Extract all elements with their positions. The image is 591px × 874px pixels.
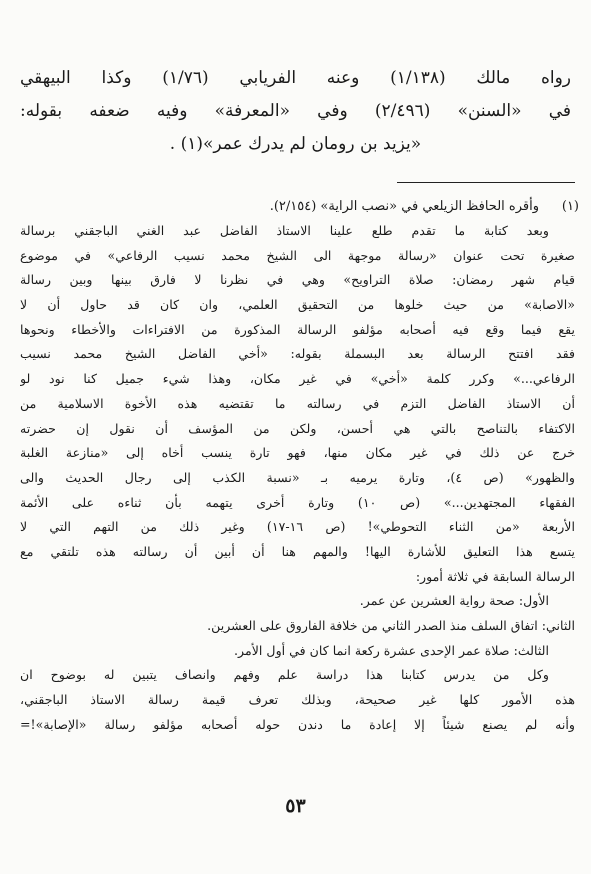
footnote-line: الأربعة «من الثناء التحوطي»! (ص ١٦-١٧) وغير ذلك من التهم التي لا <box>20 519 575 535</box>
main-line: رواه مالك (١/١٣٨) وعنه الفريابي (١/٧٦) وكذا البيهقي <box>20 68 571 88</box>
footnote-line: الفقهاء المجتهدين...» (ص ١٠) وتارة أخرى يتهمه بأن ثناءه على الأئمة <box>20 494 575 510</box>
footnote-line: صغيرة تحت عنوان «رسالة موجهة الى الشيخ محمد نسيب الرفاعي» في موضوع <box>20 247 575 263</box>
footnote-line: الرسالة السابقة في ثلاثة أمور: <box>415 568 575 584</box>
footnote-line: الاكتفاء بالتناصح بالتي هي أحسن، ولكن من المؤسف أن نقول إن حضرته <box>20 420 575 436</box>
footnote-line: يقع فيما وقع فيه أصحابه مؤلفو الرسالة المذكورة من الافتراءات والأخطاء ونحوها <box>20 321 575 337</box>
footnote-line: خرج عن ذلك في غير مكان منها، فهو تارة ينسب أخاه إلى «منازعة الغلبة <box>20 445 575 461</box>
footnote-line: «الاصابة» من حيث خلوها من التحقيق العلمي، وان كان قد حاول أن لا <box>20 297 575 313</box>
footnote-line: وكل من يدرس كتابنا هذا دراسة علم وفهم وانصاف يتبين له بوضوح ان <box>20 667 549 683</box>
footnote-line: أن الاستاذ الفاضل التزم في رسالته ما تقتضيه هذه الأخوة الاسلامية من <box>20 395 575 411</box>
footnotes <box>20 195 579 737</box>
footnote-line: فقد افتتح الرسالة بعد البسملة بقوله: «أخي الفاضل الشيخ محمد نسيب <box>20 346 575 362</box>
footnote-heading-text: وأقره الحافظ الزيلعي في «نصب الراية» (٢/١٥٤). <box>269 199 539 214</box>
main-line: «يزيد بن رومان لم يدرك عمر»(١) . <box>169 134 422 154</box>
footnote-number: (١) <box>561 199 579 214</box>
footnote-divider <box>397 182 575 183</box>
footnote-line: قيام شهر رمضان: صلاة التراويح» وهي في نظرنا لا فارق بينها وبين رسالة <box>20 272 575 288</box>
footnote-line: الرفاعي...» وكرر كلمة «أخي» في غير مكان، وهذا شيء جميل كنا نود لو <box>20 371 575 387</box>
footnote-line: يتسع هذا التعليق للأشارة اليها! والمهم هنا أن أبين أن رسالته هذه تلتقي مع <box>20 543 575 559</box>
footnote-line: وأنه لم يصنع شيئاً إلا إعادة ما دندن حوله أصحابه مؤلفو رسالة «الإصابة»!= <box>20 716 575 732</box>
footnote-line: الثالث: صلاة عمر الإحدى عشرة ركعة انما كان في أول الأمر. <box>234 642 549 658</box>
footnote-line: والظهور» (ص ٤)، وتارة يرميه بـ «نسبة الكذب إلى رجال الحديث والى <box>20 469 575 485</box>
footnote-line: هذه الأمور كلها غير صحيحة، وبذلك تعرف قيمة رسالة الاستاذ الباجقني، <box>20 692 575 708</box>
footnote-line: الأول: صحة رواية العشرين عن عمر. <box>359 593 549 609</box>
main-line: في «السنن» (٢/٤٩٦) وفي «المعرفة» وفيه ضعفه بقوله: <box>20 101 571 121</box>
footnote-line: وبعد كتابة ما تقدم طلع علينا الاستاذ الفاضل عبد الغني الباجقني برسالة <box>20 223 549 238</box>
footnote-heading <box>20 195 579 219</box>
footnote-line: الثاني: اتفاق السلف منذ الصدر الثاني من خلافة الفاروق على العشرين. <box>207 618 575 633</box>
page-number: ٥٣ <box>285 795 306 817</box>
main-text <box>20 62 571 161</box>
